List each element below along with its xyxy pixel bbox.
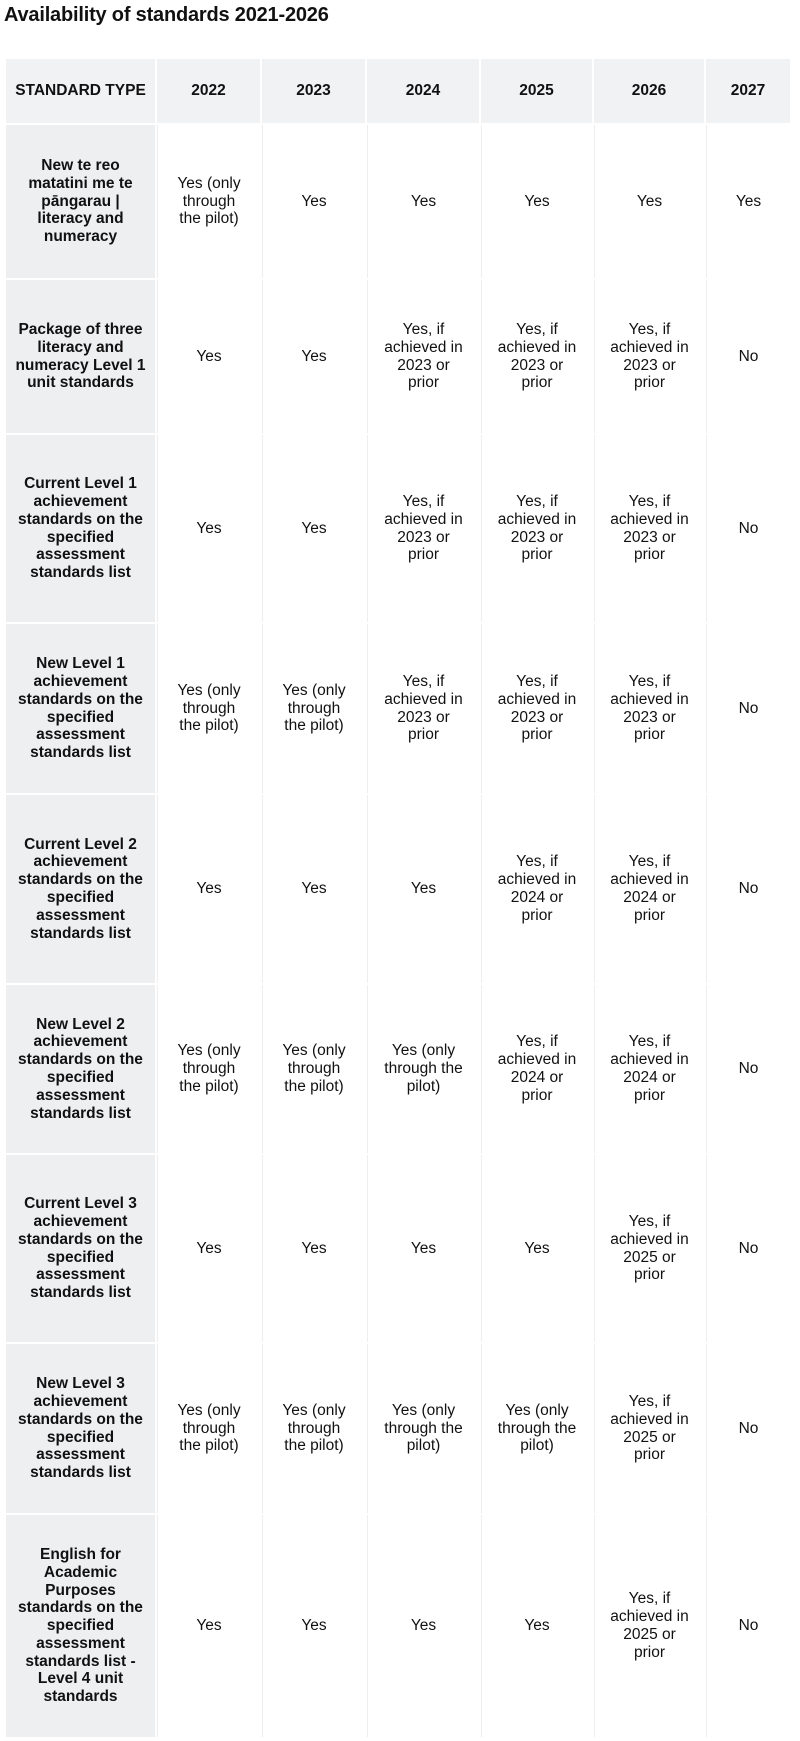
column-header-standard-type: STANDARD TYPE (6, 59, 155, 123)
table-cell: No (706, 795, 790, 983)
table-row (6, 624, 790, 793)
table-cell: Yes (262, 795, 365, 983)
table-row (6, 1344, 790, 1513)
table-cell: Yes, if achieved in 2023 or prior (367, 435, 479, 622)
table-cell: Yes, if achieved in 2024 or prior (594, 985, 704, 1153)
table-cell: Yes, if achieved in 2023 or prior (481, 624, 592, 793)
table-cell: Yes (only through the pilot) (367, 1344, 479, 1513)
row-header-standard-type: New Level 2 achievement standards on the specified assessment standards list (6, 985, 155, 1153)
table-cell: Yes, if achieved in 2025 or prior (594, 1344, 704, 1513)
column-header-2024: 2024 (367, 59, 479, 123)
table-cell: Yes, if achieved in 2023 or prior (367, 624, 479, 793)
table-cell: Yes (481, 125, 592, 278)
table-cell: Yes, if achieved in 2024 or prior (594, 795, 704, 983)
table-cell: Yes (157, 1155, 260, 1342)
table-row (6, 985, 790, 1153)
table-cell: Yes (594, 125, 704, 278)
column-header-2025: 2025 (481, 59, 592, 123)
table-cell: Yes (262, 125, 365, 278)
table-cell: Yes (only through the pilot) (157, 1344, 260, 1513)
row-header-standard-type: Current Level 1 achievement standards on the specified assessment standards list (6, 435, 155, 622)
row-header-standard-type: English for Academic Purposes standards on the specified assessment standards list - Level 4 unit standards (6, 1515, 155, 1737)
table-cell: Yes, if achieved in 2025 or prior (594, 1515, 704, 1737)
row-header-standard-type: New te reo matatini me te pāngarau | literacy and numeracy (6, 125, 155, 278)
row-header-standard-type: Current Level 3 achievement standards on the specified assessment standards list (6, 1155, 155, 1342)
row-header-standard-type: New Level 1 achievement standards on the specified assessment standards list (6, 624, 155, 793)
column-header-2023: 2023 (262, 59, 365, 123)
table-header (6, 59, 790, 123)
table-row (6, 435, 790, 622)
header-row (6, 59, 790, 123)
table-cell: Yes (262, 435, 365, 622)
table-cell: No (706, 1344, 790, 1513)
table-cell: Yes (481, 1155, 592, 1342)
column-header-2022: 2022 (157, 59, 260, 123)
table-cell: Yes, if achieved in 2024 or prior (481, 795, 592, 983)
table-cell: Yes (only through the pilot) (157, 985, 260, 1153)
row-header-standard-type: New Level 3 achievement standards on the specified assessment standards list (6, 1344, 155, 1513)
table-cell: Yes, if achieved in 2023 or prior (594, 435, 704, 622)
table-cell: Yes (only through the pilot) (157, 624, 260, 793)
table-cell: Yes (only through the pilot) (367, 985, 479, 1153)
table-cell: Yes, if achieved in 2023 or prior (594, 280, 704, 433)
page-title: Availability of standards 2021-2026 (4, 4, 329, 26)
table-cell: Yes (706, 125, 790, 278)
table-cell: Yes (367, 795, 479, 983)
table-cell: Yes (481, 1515, 592, 1737)
table-cell: Yes, if achieved in 2023 or prior (367, 280, 479, 433)
table-cell: Yes (262, 280, 365, 433)
row-header-standard-type: Package of three literacy and numeracy Level 1 unit standards (6, 280, 155, 433)
table-cell: Yes, if achieved in 2024 or prior (481, 985, 592, 1153)
table-cell: Yes, if achieved in 2025 or prior (594, 1155, 704, 1342)
table-row (6, 1155, 790, 1342)
table-cell: Yes (only through the pilot) (157, 125, 260, 278)
table-cell: Yes (only through the pilot) (262, 985, 365, 1153)
table-cell: Yes (262, 1155, 365, 1342)
table-cell: Yes (157, 1515, 260, 1737)
table-cell: No (706, 1515, 790, 1737)
table-cell: Yes (367, 1155, 479, 1342)
table-cell: Yes (157, 795, 260, 983)
table-cell: Yes (only through the pilot) (262, 624, 365, 793)
table-cell: Yes (157, 280, 260, 433)
table-cell: Yes (262, 1515, 365, 1737)
table-cell: No (706, 1155, 790, 1342)
table-cell: Yes (367, 125, 479, 278)
availability-table-container (4, 57, 788, 1739)
table-cell: No (706, 435, 790, 622)
table-row (6, 125, 790, 278)
table-cell: No (706, 985, 790, 1153)
table-cell: Yes (157, 435, 260, 622)
availability-table (4, 57, 792, 1739)
table-cell: Yes (367, 1515, 479, 1737)
column-header-2027: 2027 (706, 59, 790, 123)
table-row (6, 280, 790, 433)
row-header-standard-type: Current Level 2 achievement standards on the specified assessment standards list (6, 795, 155, 983)
table-row (6, 795, 790, 983)
table-cell: No (706, 280, 790, 433)
column-header-2026: 2026 (594, 59, 704, 123)
table-cell: Yes, if achieved in 2023 or prior (594, 624, 704, 793)
table-row (6, 1515, 790, 1737)
table-cell: Yes, if achieved in 2023 or prior (481, 435, 592, 622)
table-body (6, 125, 790, 1737)
table-cell: No (706, 624, 790, 793)
table-cell: Yes (only through the pilot) (262, 1344, 365, 1513)
table-cell: Yes (only through the pilot) (481, 1344, 592, 1513)
table-cell: Yes, if achieved in 2023 or prior (481, 280, 592, 433)
